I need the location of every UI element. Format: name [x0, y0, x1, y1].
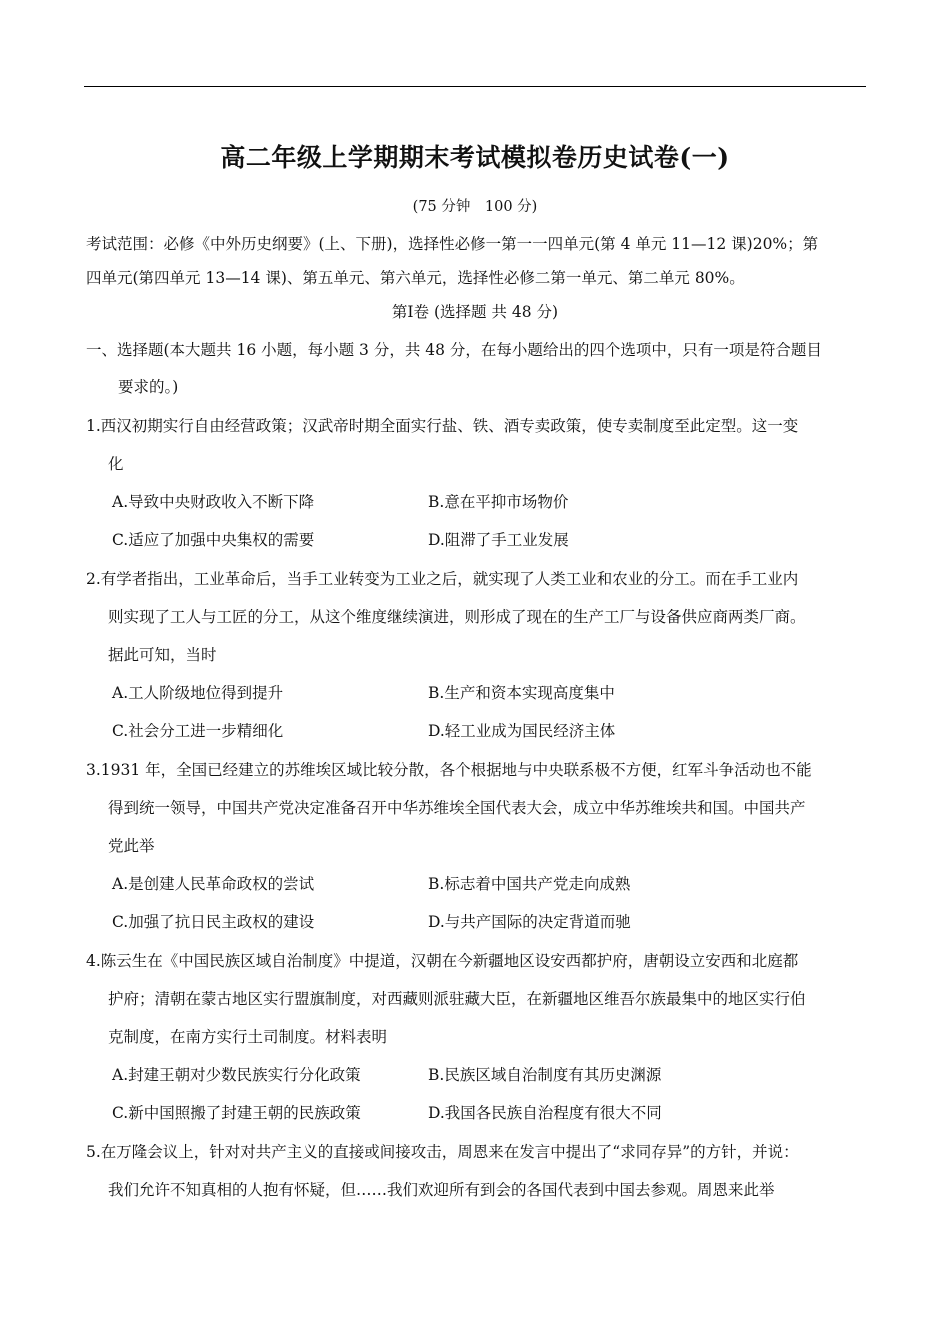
question-5-line-2: 我们允许不知真相的人抱有怀疑，但……我们欢迎所有到会的各国代表到中国去参观。周恩来此举	[108, 1181, 775, 1199]
question-4-option-d: D.我国各民族自治程度有很大不同	[428, 1104, 662, 1122]
question-1-option-d: D.阻滞了手工业发展	[428, 531, 569, 549]
question-3-option-d: D.与共产国际的决定背道而驰	[428, 913, 631, 931]
section-instruction-line-1: 一、选择题(本大题共 16 小题，每小题 3 分，共 48 分，在每小题给出的四个选项中，只有一项是符合题目	[86, 341, 822, 359]
question-2-line-3: 据此可知，当时	[108, 646, 217, 664]
question-4-option-c: C.新中国照搬了封建王朝的民族政策	[112, 1104, 361, 1122]
question-2-line-1: 2.有学者指出，工业革命后，当手工业转变为工业之后，就实现了人类工业和农业的分工。而在手工业内	[86, 570, 799, 588]
question-3-option-b: B.标志着中国共产党走向成熟	[428, 875, 631, 893]
question-2-option-c: C.社会分工进一步精细化	[112, 722, 284, 740]
header-rule	[84, 86, 866, 87]
question-4-line-1: 4.陈云生在《中国民族区域自治制度》中提道，汉朝在今新疆地区设安西都护府，唐朝设立安西和北庭都	[86, 952, 799, 970]
question-3-line-1: 3.1931 年，全国已经建立的苏维埃区域比较分散，各个根据地与中央联系极不方便，红军斗争活动也不能	[86, 761, 812, 779]
question-2-line-2: 则实现了工人与工匠的分工，从这个维度继续演进，则形成了现在的生产工厂与设备供应商两类厂商。	[108, 608, 806, 626]
question-1-option-b: B.意在平抑市场物价	[428, 493, 569, 511]
exam-title: 高二年级上学期期末考试模拟卷历史试卷(一)	[220, 143, 730, 172]
volume-title: 第Ⅰ卷 (选择题 共 48 分)	[391, 303, 559, 321]
question-2-option-d: D.轻工业成为国民经济主体	[428, 722, 616, 740]
exam-scope-line-1: 考试范围：必修《中外历史纲要》(上、下册)，选择性必修一第一一四单元(第 4 单元 11—12 课)20%；第	[86, 235, 819, 253]
question-3-option-c: C.加强了抗日民主政权的建设	[112, 913, 315, 931]
exam-duration: (75 分钟 100 分)	[412, 199, 538, 215]
question-1-option-a: A.导致中央财政收入不断下降	[112, 493, 315, 511]
question-1-line-2: 化	[108, 455, 124, 473]
question-4-line-2: 护府；清朝在蒙古地区实行盟旗制度，对西藏则派驻藏大臣，在新疆地区维吾尔族最集中的地区实行伯	[108, 990, 806, 1008]
question-5-line-1: 5.在万隆会议上，针对对共产主义的直接或间接攻击，周恩来在发言中提出了“求同存异”的方针，并说：	[86, 1143, 799, 1161]
question-4-option-b: B.民族区域自治制度有其历史渊源	[428, 1066, 662, 1084]
question-4-option-a: A.封建王朝对少数民族实行分化政策	[112, 1066, 361, 1084]
question-2-option-b: B.生产和资本实现高度集中	[428, 684, 615, 702]
exam-scope-line-2: 四单元(第四单元 13—14 课)、第五单元、第六单元，选择性必修二第一单元、第二单元 80%。	[86, 269, 745, 287]
question-3-line-2: 得到统一领导，中国共产党决定准备召开中华苏维埃全国代表大会，成立中华苏维埃共和国。中国共产	[108, 799, 806, 817]
question-1-option-c: C.适应了加强中央集权的需要	[112, 531, 315, 549]
question-3-line-3: 党此举	[108, 837, 155, 855]
section-instruction-line-2: 要求的。)	[118, 378, 179, 396]
question-1-line-1: 1.西汉初期实行自由经营政策；汉武帝时期全面实行盐、铁、酒专卖政策，使专卖制度至此定型。这一变	[86, 417, 799, 435]
question-4-line-3: 克制度，在南方实行土司制度。材料表明	[108, 1028, 388, 1046]
question-2-option-a: A.工人阶级地位得到提升	[112, 684, 284, 702]
question-3-option-a: A.是创建人民革命政权的尝试	[112, 875, 315, 893]
